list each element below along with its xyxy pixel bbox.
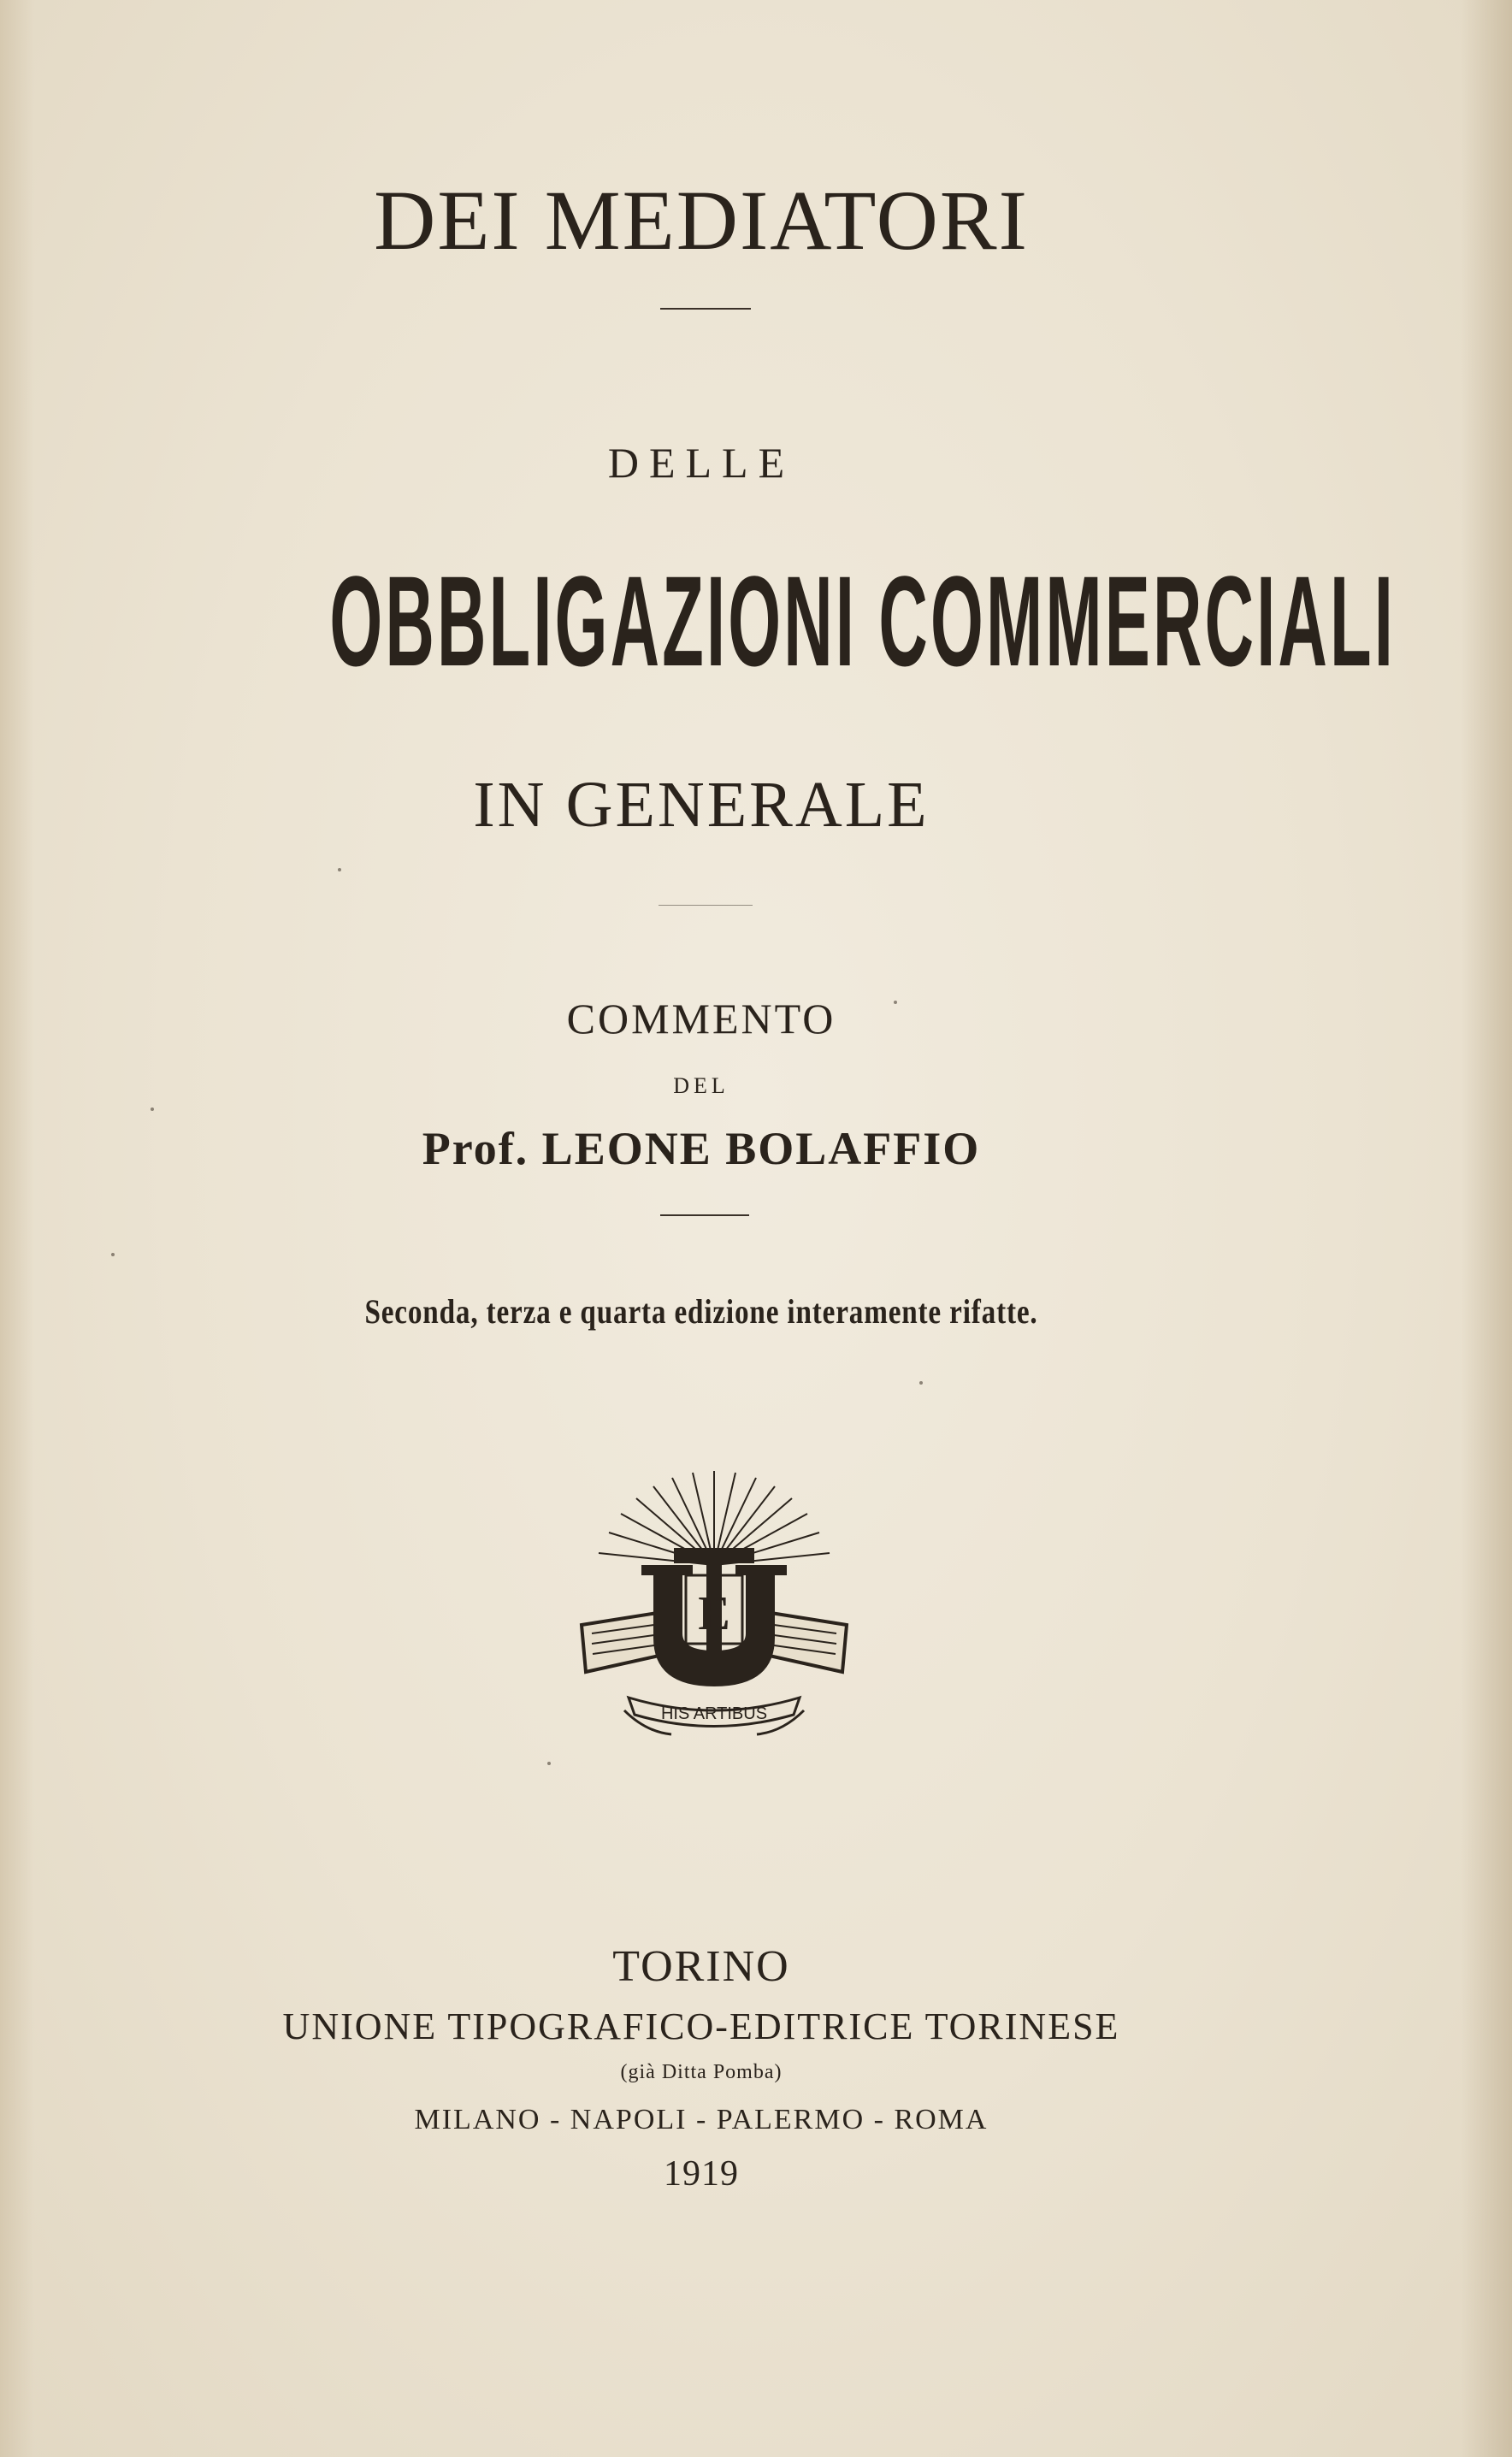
subtitle: IN GENERALE: [473, 769, 930, 841]
paper-speck: [338, 868, 341, 871]
paper-speck: [919, 1381, 923, 1385]
of-label: DEL: [673, 1073, 729, 1098]
svg-text:E: E: [698, 1587, 730, 1640]
imprint-publisher: UNIONE TIPOGRAFICO-EDITRICE TORINESE: [282, 2005, 1120, 2047]
commentary-label: COMMENTO: [566, 995, 836, 1042]
divider-rule-3: [660, 1214, 749, 1216]
paper-speck: [151, 1107, 154, 1111]
paper-speck: [111, 1253, 115, 1256]
preposition: DELLE: [607, 439, 795, 487]
imprint-branches: MILANO - NAPOLI - PALERMO - ROMA: [414, 2104, 989, 2135]
emblem-motto: HIS ARTIBUS: [660, 1704, 768, 1723]
paper-speck: [894, 1001, 897, 1004]
edition-note: Seconda, terza e quarta edizione interamente rifatte.: [364, 1292, 1038, 1331]
series-title: DEI MEDIATORI: [374, 173, 1029, 268]
imprint-year: 1919: [664, 2154, 739, 2194]
imprint-former-name: (già Ditta Pomba): [620, 2061, 783, 2083]
paper-speck: [547, 1762, 551, 1765]
imprint-city: TORINO: [612, 1942, 790, 1991]
publisher-emblem: [564, 1462, 864, 1745]
divider-rule-2: [659, 905, 753, 906]
author-name: Prof. LEONE BOLAFFIO: [422, 1123, 981, 1174]
main-title: OBBLIGAZIONI COMMERCIALI: [329, 549, 1397, 693]
divider-rule-1: [660, 308, 751, 310]
